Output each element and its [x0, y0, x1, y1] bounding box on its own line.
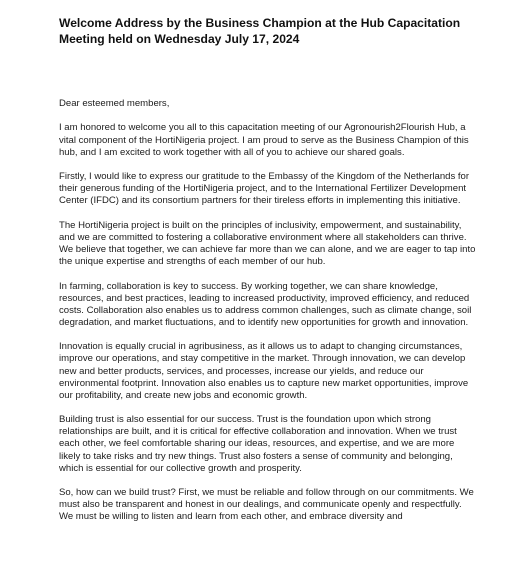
- document-title: Welcome Address by the Business Champion at the Hub Capacitation Meeting held on Wednesday July 17, 2024: [59, 16, 461, 46]
- paragraph-building-trust: So, how can we build trust? First, we must be reliable and follow through on our commitments. We must also be transparent and honest in our dealings, and communicate openly and respectfully. We must be willing to listen and learn from each other, and embrace diversity and: [59, 487, 474, 523]
- paragraph-innovation: Innovation is equally crucial in agribusiness, as it allows us to adapt to changing circumstances, improve our operations, and stay competitive in the market. Through innovation, we can develop new and better products, services, and processes, increase our yields, and reduce our environmental footprint. Innovation also enables us to capture new market opportunities, improve our profitability, and create new jobs and economic growth.: [59, 341, 469, 401]
- salutation: Dear esteemed members,: [59, 98, 170, 109]
- paragraph-gratitude: Firstly, I would like to express our gratitude to the Embassy of the Kingdom of the Netherlands for their generous funding of the HortiNigeria project, and to the International Fertilizer Development Center (IFDC) and its consortium partners for their tireless efforts in implementing this initiative.: [59, 171, 470, 207]
- paragraph-trust: Building trust is also essential for our success. Trust is the foundation upon which strong relationships are built, and it is critical for effective collaboration and innovation. When we trust each other, we feel comfortable sharing our ideas, resources, and expertise, and we are more likely to take risks and try new things. Trust also fosters a sense of community and belonging, which is essential for our collective growth and prosperity.: [59, 414, 457, 474]
- paragraph-project-principles: The HortiNigeria project is built on the principles of inclusivity, empowerment, and sustainability, and we are committed to fostering a collaborative environment where all stakeholders can thrive. We believe that together, we can achieve far more than we can alone, and we are eager to tap into the unique expertise and strengths of each member of our hub.: [59, 219, 476, 268]
- paragraph-welcome: I am honored to welcome you all to this capacitation meeting of our Agronourish2Flourish Hub, a vital component of the HortiNigeria project. I am proud to serve as the Business Champion of this hub, and I am excited to work together with all of you to achieve our shared goals.: [59, 122, 469, 158]
- paragraph-collaboration: In farming, collaboration is key to success. By working together, we can share knowledge, resources, and best practices, leading to increased productivity, improved efficiency, and reduced costs. Collaboration also enables us to address common challenges, such as climate change, soil degradation, and market fluctuations, and to identify new opportunities for growth and innovation.: [59, 280, 472, 328]
- document-body: [59, 98, 477, 536]
